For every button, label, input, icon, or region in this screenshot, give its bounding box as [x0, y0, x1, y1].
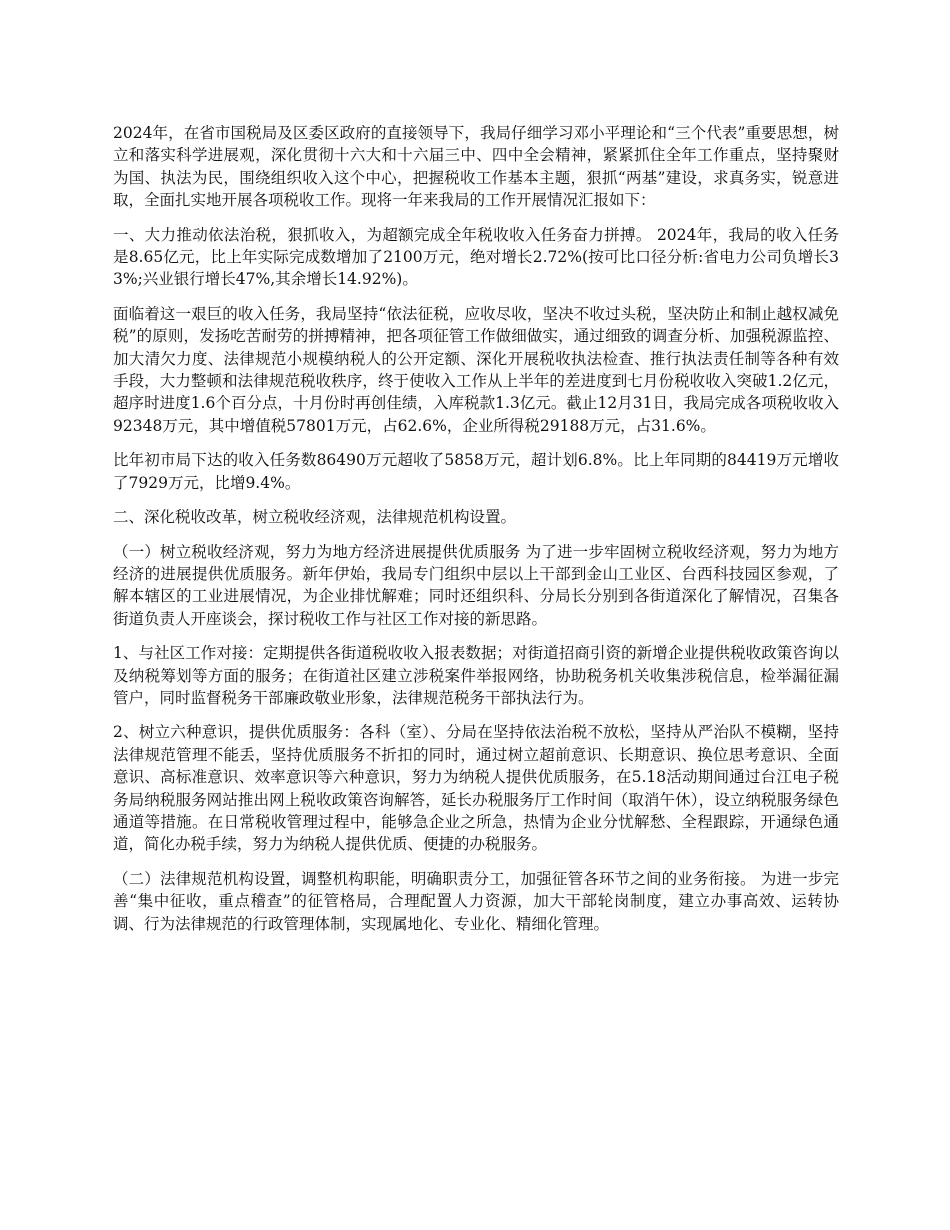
subsection-two-paragraph: （二）法律规范机构设置，调整机构职能，明确职责分工，加强征管各环节之间的业务衔接。 为进一步完善“集中征收，重点稽查”的征管格局，合理配置人力资源，加大干部轮岗制度，建立办事高效、运转协调、行为法律规范的行政管理体制，实现属地化、专业化、精细化管理。: [113, 869, 839, 933]
revenue-task-paragraph: 面临着这一艰巨的收入任务，我局坚持“依法征税，应收尽收，坚决不收过头税，坚决防止和制止越权减免税”的原则，发扬吃苦耐劳的拼搏精神，把各项征管工作做细做实，通过细致的调查分析、加强税源监控、加大清欠力度、法律规范小规模纳税人的公开定额、深化开展税收执法检查、推行执法责任制等各种有效手段，大力整顿和法律规范税收秩序，终于使收入工作从上半年的差进度到七月份税收收入突破1.2亿元，超序时进度1.6个百分点，十月份时再创佳绩，入库税款1.3亿元。截止12月31日，我局完成各项税收收入92348万元，其中增值税57801万元，占62.6%，企业所得税29188万元，占31.6%。: [113, 304, 839, 435]
six-awareness-paragraph: 2、树立六种意识，提供优质服务：各科（室）、分局在坚持依法治税不放松，坚持从严治队不模糊，坚持法律规范管理不能丢，坚持优质服务不折扣的同时，通过树立超前意识、长期意识、换位思考意识、全面意识、高标准意识、效率意识等六种意识，努力为纳税人提供优质服务，在5.18活动期间通过台江电子税务局纳税服务网站推出网上税收政策咨询解答，延长办税服务厅工作时间（取消午休），设立纳税服务绿色通道等措施。在日常税收管理过程中，能够急企业之所急，热情为企业分忧解愁、全程跟踪，开通绿色通道，简化办税手续，努力为纳税人提供优质、便捷的办税服务。: [113, 723, 839, 854]
community-docking-paragraph: 1、与社区工作对接：定期提供各街道税收收入报表数据；对街道招商引资的新增企业提供税收政策咨询以及纳税筹划等方面的服务；在街道社区建立涉税案件举报网络，协助税务机关收集涉税信息，检举漏征漏管户，同时监督税务干部廉政敬业形象，法律规范税务干部执法行为。: [113, 644, 839, 707]
section-one-paragraph: 一、大力推动依法治税，狠抓收入，为超额完成全年税收收入任务奋力拼搏。 2024年，我局的收入任务是8.65亿元，比上年实际完成数增加了2100万元，绝对增长2.72%(按可比口径分析:省电力公司负增长33%;兴业银行增长47%,其余增长14.92%)。: [113, 225, 839, 289]
overfulfillment-paragraph: 比年初市局下达的收入任务数86490万元超收了5858万元，超计划6.8%。比上年同期的84419万元增收了7929万元，比增9.4%。: [113, 451, 839, 492]
document-page: [113, 122, 839, 947]
subsection-one-paragraph: （一）树立税收经济观，努力为地方经济进展提供优质服务 为了进一步牢固树立税收经济观，努力为地方经济的进展提供优质服务。新年伊始，我局专门组织中层以上干部到金山工业区、台西科技园区参观，了解本辖区的工业进展情况，为企业排忧解难；同时还组织科、分局长分别到各街道深化了解情况，召集各街道负责人开座谈会，探讨税收工作与社区工作对接的新思路。: [113, 542, 839, 628]
section-two-heading: 二、深化税收改革，树立税收经济观，法律规范机构设置。: [113, 508, 517, 527]
intro-paragraph: 2024年，在省市国税局及区委区政府的直接领导下，我局仔细学习邓小平理论和“三个代表”重要思想，树立和落实科学进展观，深化贯彻十六大和十六届三中、四中全会精神，紧紧抓住全年工作重点，坚持聚财为国、执法为民，围绕组织收入这个中心，把握税收工作基本主题，狠抓“两基”建设，求真务实，锐意进取，全面扎实地开展各项税收工作。现将一年来我局的工作开展情况汇报如下：: [113, 124, 839, 210]
